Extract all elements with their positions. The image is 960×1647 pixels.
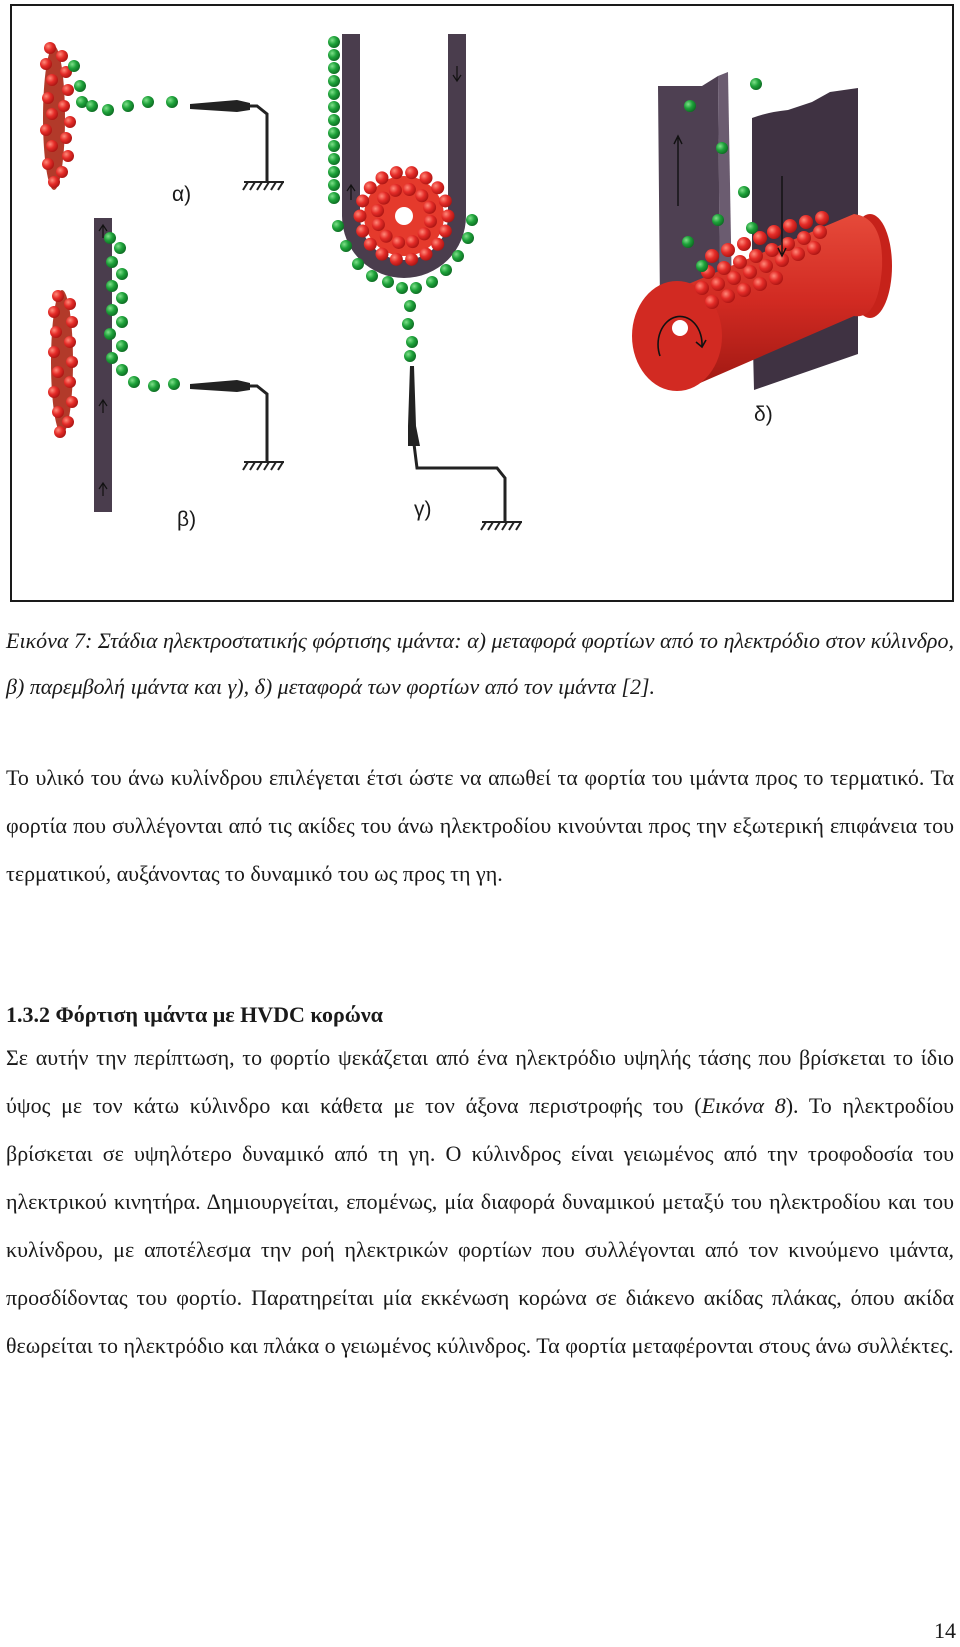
positive-charge	[328, 36, 340, 48]
ground-symbol-c	[481, 522, 522, 530]
figure	[10, 4, 954, 602]
negative-charge	[405, 253, 418, 266]
charging-diagram	[12, 6, 952, 600]
negative-charge	[749, 249, 763, 263]
negative-charge	[418, 227, 431, 240]
negative-charge	[769, 271, 783, 285]
negative-charge	[52, 366, 64, 378]
negative-charge	[372, 218, 385, 231]
positive-charge	[462, 232, 474, 244]
positive-charge	[328, 153, 340, 165]
positive-charge	[166, 96, 178, 108]
negative-charge	[705, 249, 719, 263]
positive-charge	[328, 114, 340, 126]
positive-charge	[396, 282, 408, 294]
positive-charge	[328, 101, 340, 113]
roller-axle-d	[672, 320, 688, 336]
negative-charge	[376, 171, 389, 184]
negative-charge	[56, 166, 68, 178]
negative-charge	[66, 356, 78, 368]
electrode-wire-a	[190, 106, 267, 181]
negative-charge	[420, 171, 433, 184]
positive-charge	[682, 236, 694, 248]
negative-charge	[733, 255, 747, 269]
positive-charge	[332, 220, 344, 232]
negative-charge	[815, 211, 829, 225]
positive-charge	[148, 380, 160, 392]
positive-charge	[716, 142, 728, 154]
positive-charge	[712, 214, 724, 226]
negative-charge	[50, 326, 62, 338]
positive-charge	[106, 280, 118, 292]
positive-charge	[104, 232, 116, 244]
negative-charge	[759, 259, 773, 273]
roller-axle-c	[395, 207, 413, 225]
negative-charge	[442, 210, 455, 223]
positive-charge	[328, 127, 340, 139]
electrode-c	[408, 366, 420, 446]
negative-charge	[40, 124, 52, 136]
negative-charge	[44, 42, 56, 54]
positive-charge	[328, 166, 340, 178]
label-c: γ)	[414, 498, 432, 521]
negative-charge	[717, 261, 731, 275]
negative-charge	[423, 201, 436, 214]
part-c-belt-roller	[328, 34, 522, 530]
positive-charge	[328, 62, 340, 74]
paragraph-1: Το υλικό του άνω κυλίνδρου επιλέγεται έτσι ώστε να απωθεί τα φορτία του ιμάντα προς το τερματικό. Τα φορτία που συλλέγονται από τις ακίδες του άνω ηλεκτροδίου κινούνται προς την εξωτερική επιφάνεια του τερματικού, αυξάνοντας το δυναμικό του ως προς τη γη.	[6, 765, 954, 886]
positive-charge	[404, 350, 416, 362]
negative-charge	[62, 84, 74, 96]
positive-charge	[452, 250, 464, 262]
positive-charge	[440, 264, 452, 276]
positive-charge	[402, 318, 414, 330]
negative-charge	[356, 225, 369, 238]
negative-charge	[48, 346, 60, 358]
negative-charge	[767, 225, 781, 239]
positive-charge	[404, 300, 416, 312]
negative-charge	[807, 241, 821, 255]
figure-reference[interactable]: Εικόνα 8	[701, 1093, 786, 1118]
negative-charge	[52, 406, 64, 418]
positive-charge	[328, 179, 340, 191]
ground-symbol-b	[243, 462, 284, 470]
negative-charge	[439, 225, 452, 238]
positive-charge	[328, 75, 340, 87]
negative-charge	[791, 247, 805, 261]
positive-charge	[86, 100, 98, 112]
positive-charge	[382, 276, 394, 288]
positive-charge	[328, 192, 340, 204]
negative-charge	[705, 295, 719, 309]
label-a: α)	[172, 183, 192, 206]
positive-charge	[684, 100, 696, 112]
negative-charge	[783, 219, 797, 233]
positive-charge	[328, 49, 340, 61]
positive-charge	[352, 258, 364, 270]
positive-charge	[106, 304, 118, 316]
negative-charge	[389, 184, 402, 197]
negative-charge	[354, 210, 367, 223]
negative-charge	[721, 289, 735, 303]
negative-charge	[376, 248, 389, 261]
negative-charge	[48, 176, 60, 188]
part-a-electrode-diagram	[40, 42, 284, 206]
positive-charge	[102, 104, 114, 116]
negative-charge	[439, 194, 452, 207]
positive-charge	[116, 340, 128, 352]
positive-charge	[122, 100, 134, 112]
negative-charge	[54, 426, 66, 438]
negative-charge	[64, 298, 76, 310]
ground-symbol-a	[243, 182, 284, 190]
negative-charge	[377, 192, 390, 205]
negative-charge	[403, 183, 416, 196]
negative-charge	[42, 158, 54, 170]
negative-charge	[364, 181, 377, 194]
negative-charge	[431, 181, 444, 194]
negative-charge	[46, 140, 58, 152]
section-heading: 1.3.2 Φόρτιση ιμάντα με HVDC κορώνα	[6, 1002, 383, 1027]
positive-charge	[746, 222, 758, 234]
positive-charge	[328, 88, 340, 100]
negative-charge	[64, 116, 76, 128]
negative-charge	[753, 277, 767, 291]
positive-charge	[116, 316, 128, 328]
electrode-tip-b	[190, 380, 250, 392]
positive-charge	[116, 292, 128, 304]
negative-charge	[56, 50, 68, 62]
electrode-tip-a	[190, 100, 250, 112]
negative-charge	[727, 271, 741, 285]
positive-charge	[74, 80, 86, 92]
paragraph-2	[6, 1034, 954, 1370]
negative-charge	[415, 189, 428, 202]
negative-charge	[737, 283, 751, 297]
negative-charge	[799, 215, 813, 229]
negative-charge	[364, 238, 377, 251]
negative-charge	[431, 238, 444, 251]
positive-charge	[328, 140, 340, 152]
negative-charge	[424, 215, 437, 228]
positive-charge	[340, 240, 352, 252]
negative-charge	[356, 194, 369, 207]
negative-charge	[380, 230, 393, 243]
negative-charge	[406, 235, 419, 248]
part-d-3d-roller	[632, 72, 892, 426]
negative-charge	[737, 237, 751, 251]
positive-charge	[466, 214, 478, 226]
positive-charge	[106, 352, 118, 364]
negative-charge	[405, 166, 418, 179]
positive-charge	[750, 78, 762, 90]
negative-charge	[64, 336, 76, 348]
negative-charge	[46, 74, 58, 86]
page-number: 14	[934, 1618, 956, 1643]
positive-charge	[696, 260, 708, 272]
negative-charge	[743, 265, 757, 279]
negative-charge	[371, 204, 384, 217]
negative-charge	[40, 58, 52, 70]
positive-charge	[410, 282, 422, 294]
positive-charge	[406, 336, 418, 348]
label-b: β)	[177, 508, 197, 531]
negative-charge	[797, 231, 811, 245]
negative-charge	[711, 277, 725, 291]
negative-charge	[60, 132, 72, 144]
negative-charge	[62, 416, 74, 428]
positive-charge	[142, 96, 154, 108]
positive-charge	[106, 256, 118, 268]
positive-charge	[104, 328, 116, 340]
positive-charge	[116, 268, 128, 280]
figure-caption: Εικόνα 7: Στάδια ηλεκτροστατικής φόρτισης ιμάντα: α) μεταφορά φορτίων από το ηλεκτρόδιο στον κύλινδρο, β) παρεμβολή ιμάντα και γ), δ) μεταφορά των φορτίων από τον ιμάντα [2].	[6, 628, 954, 699]
positive-charge	[116, 364, 128, 376]
negative-charge	[66, 396, 78, 408]
negative-charge	[420, 248, 433, 261]
negative-charge	[48, 306, 60, 318]
negative-charge	[48, 386, 60, 398]
label-d: δ)	[754, 403, 773, 426]
negative-charge	[813, 225, 827, 239]
positive-charge	[426, 276, 438, 288]
negative-charge	[721, 243, 735, 257]
negative-charge	[390, 166, 403, 179]
positive-charge	[738, 186, 750, 198]
negative-charge	[392, 236, 405, 249]
negative-charge	[58, 100, 70, 112]
negative-charge	[62, 150, 74, 162]
positive-charge	[68, 60, 80, 72]
negative-charge	[695, 281, 709, 295]
positive-charge	[128, 376, 140, 388]
positive-charge	[168, 378, 180, 390]
part-b-belt-interposition	[48, 218, 284, 531]
negative-charge	[42, 92, 54, 104]
negative-charge	[765, 243, 779, 257]
negative-charge	[52, 290, 64, 302]
paragraph-2-part-2: ). Το ηλεκτροδίου βρίσκεται σε υψηλότερο δυναμικό από τη γη. Ο κύλινδρος είναι γειωμένος από την τροφοδοσία του ηλεκτρικού κινητήρα. Δημιουργείται, επομένως, μία διαφορά δυναμικού μεταξύ του ηλεκτροδίου και του κυλίνδρου, με αποτέλεσμα την ροή ηλεκτρικών φορτίων που συλλέγονται από τον κινούμενο ιμάντα, προσδίδοντας του φορτίο. Παρατηρείται μία εκκένωση κορώνα σε διάκενο ακίδας πλάκας, όπου ακίδα θεωρείται το ηλεκτρόδιο και πλάκα ο γειωμένος κύλινδρος. Τα φορτία μεταφέρονται στους άνω συλλέκτες.	[6, 1093, 954, 1358]
paragraph-2-part-1: Σε αυτήν την περίπτωση, το φορτίο ψεκάζεται από ένα ηλεκτρόδιο υψηλής τάσης που βρίσκεται το ίδιο ύψος με τον κάτω κύλινδρο και κάθετα με τον άξονα περιστροφής του (	[6, 1045, 954, 1118]
electrode-wire-b	[190, 386, 267, 461]
negative-charge	[390, 253, 403, 266]
negative-charge	[781, 237, 795, 251]
positive-charges-a	[68, 60, 178, 116]
negative-charge	[66, 316, 78, 328]
negative-charge	[64, 376, 76, 388]
positive-charge	[366, 270, 378, 282]
negative-charge	[46, 108, 58, 120]
positive-charge	[114, 242, 126, 254]
positive-charges-b	[104, 232, 180, 392]
